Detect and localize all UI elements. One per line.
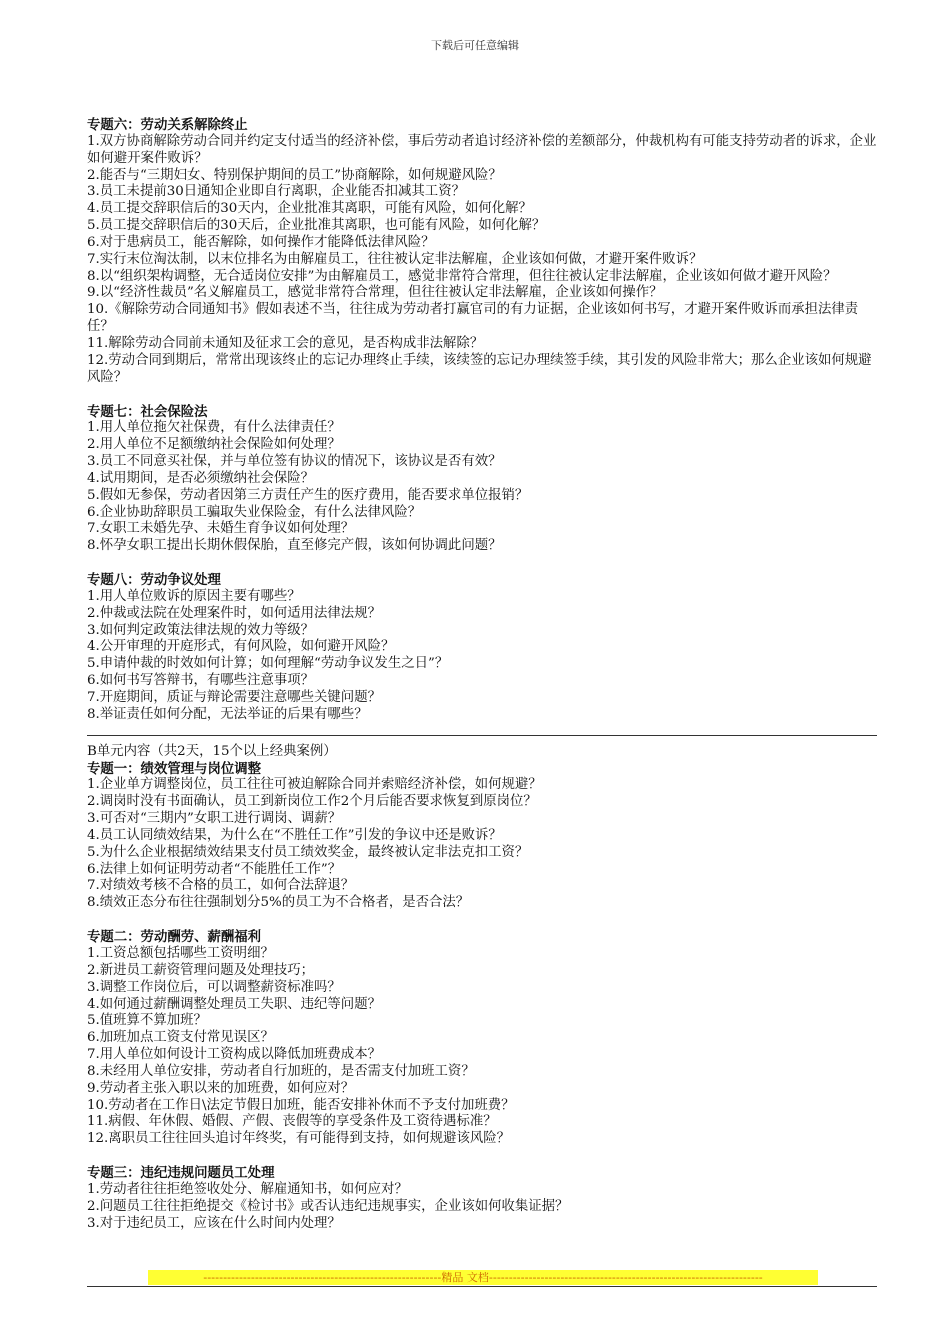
list-item: 1.劳动者往往拒绝签收处分、解雇通知书，如何应对？ bbox=[87, 1181, 408, 1197]
list-item: 4.试用期间，是否必须缴纳社会保险？ bbox=[87, 470, 315, 486]
list-item: 9.劳动者主张入职以来的加班费，如何应对？ bbox=[87, 1080, 355, 1096]
section-title: 专题七：社会保险法 bbox=[87, 403, 208, 420]
section-7 bbox=[87, 404, 877, 556]
list-item: 3.员工未提前30日通知企业即自行离职，企业能否扣减其工资？ bbox=[87, 184, 465, 200]
unit-b-section-2 bbox=[87, 929, 877, 1148]
section-title: 专题八：劳动争议处理 bbox=[87, 572, 221, 589]
spacer bbox=[87, 1148, 877, 1165]
page-header: 下载后可任意编辑 bbox=[431, 39, 519, 52]
list-item: 7.开庭期间，质证与辩论需要注意哪些关键问题？ bbox=[87, 690, 381, 705]
list-item: 11.解除劳动合同前未通知及征求工会的意见，是否构成非法解除？ bbox=[87, 335, 484, 351]
section-title: 专题二：劳动酬劳、薪酬福利 bbox=[87, 929, 262, 946]
list-item: 6.加班加点工资支付常见误区？ bbox=[87, 1030, 274, 1046]
spacer bbox=[87, 555, 877, 572]
list-item: 12.劳动合同到期后，常常出现该终止的忘记办理终止手续，该续签的忘记办理续签手续，其引发的风险非常大；那么企业该如何规避风险？ bbox=[87, 352, 872, 385]
unit-b-section-3 bbox=[87, 1165, 877, 1232]
list-item: 8.绩效正态分布往往强制划分5%的员工为不合格者，是否合法？ bbox=[87, 895, 470, 911]
section-6 bbox=[87, 117, 877, 387]
section-divider bbox=[87, 735, 877, 736]
list-item: 5.为什么企业根据绩效结果支付员工绩效奖金，最终被认定非法克扣工资？ bbox=[87, 844, 529, 860]
list-item: 2.问题员工往往拒绝提交《检讨书》或否认违纪违规事实，企业该如何收集证据？ bbox=[87, 1198, 569, 1214]
list-item: 7.女职工未婚先孕、未婚生育争议如何处理？ bbox=[87, 521, 355, 537]
list-item: 5.申请仲裁的时效如何计算；如何理解“劳动争议发生之日”？ bbox=[87, 656, 449, 672]
list-item: 6.企业协助辞职员工骗取失业保险金，有什么法律风险？ bbox=[87, 504, 422, 520]
unit-b bbox=[87, 744, 877, 1233]
list-item: 1.企业单方调整岗位，员工往往可被迫解除合同并索赔经济补偿，如何规避？ bbox=[87, 777, 542, 793]
unit-heading: B单元内容（共2天，15个以上经典案例） bbox=[87, 743, 337, 759]
list-item: 6.如何书写答辩书，有哪些注意事项？ bbox=[87, 673, 315, 689]
section-8 bbox=[87, 572, 877, 724]
list-item: 6.对于患病员工，能否解除，如何操作才能降低法律风险？ bbox=[87, 234, 435, 250]
list-item: 8.举证责任如何分配，无法举证的后果有哪些？ bbox=[87, 706, 368, 722]
list-item: 8.未经用人单位安排，劳动者自行加班的，是否需支付加班工资？ bbox=[87, 1063, 475, 1079]
list-item: 1.用人单位拖欠社保费，有什么法律责任？ bbox=[87, 420, 341, 436]
list-item: 2.能否与“三期妇女、特别保护期间的员工”协商解除，如何规避风险？ bbox=[87, 167, 502, 183]
list-item: 7.实行末位淘汰制，以末位排名为由解雇员工，往往被认定非法解雇，企业该如何做，才避开案件败诉？ bbox=[87, 251, 703, 267]
list-item: 4.员工认同绩效结果，为什么在“不胜任工作”引发的争议中还是败诉？ bbox=[87, 827, 502, 843]
list-item: 9.以“经济性裁员”名义解雇员工，感觉非常符合常理，但往往被认定非法解雇，企业该如何操作？ bbox=[87, 285, 663, 301]
list-item: 12.离职员工往往回头追讨年终奖，有可能得到支持，如何规避该风险？ bbox=[87, 1131, 511, 1147]
list-item: 7.对绩效考核不合格的员工，如何合法辞退？ bbox=[87, 878, 355, 894]
list-item: 2.调岗时没有书面确认，员工到新岗位工作2个月后能否要求恢复到原岗位？ bbox=[87, 794, 537, 810]
document-body bbox=[87, 117, 877, 1232]
section-title: 专题六：劳动关系解除终止 bbox=[87, 117, 248, 133]
list-item: 3.对于违纪员工，应该在什么时间内处理？ bbox=[87, 1215, 341, 1231]
list-item: 3.员工不同意买社保，并与单位签有协议的情况下，该协议是否有效？ bbox=[87, 454, 502, 470]
list-item: 5.假如无参保，劳动者因第三方责任产生的医疗费用，能否要求单位报销？ bbox=[87, 487, 529, 503]
list-item: 4.公开审理的开庭形式，有何风险，如何避开风险？ bbox=[87, 639, 395, 655]
list-item: 2.仲裁或法院在处理案件时，如何适用法律法规？ bbox=[87, 605, 381, 621]
spacer bbox=[87, 912, 877, 929]
list-item: 7.用人单位如何设计工资构成以降低加班费成本？ bbox=[87, 1047, 381, 1063]
list-item: 2.新进员工薪资管理问题及处理技巧； bbox=[87, 962, 315, 978]
list-item: 10.劳动者在工作日\法定节假日加班，能否安排补休而不予支付加班费？ bbox=[87, 1097, 515, 1113]
list-item: 8.以“组织架构调整，无合适岗位安排”为由解雇员工，感觉非常符合常理，但往往被认定非法解雇，企业该如何做才避开风险？ bbox=[87, 268, 837, 284]
section-title: 专题三：违纪违规问题员工处理 bbox=[87, 1165, 275, 1182]
unit-b-section-1 bbox=[87, 761, 877, 913]
list-item: 11.病假、年休假、婚假、产假、丧假等的享受条件及工资待遇标准？ bbox=[87, 1114, 497, 1130]
list-item: 6.法律上如何证明劳动者“不能胜任工作”？ bbox=[87, 861, 342, 877]
list-item: 5.值班算不算加班？ bbox=[87, 1013, 207, 1029]
footer-banner: ------------------------------------------------------------精品 文档--------------------------------------------------------------------- bbox=[148, 1270, 818, 1285]
list-item: 4.员工提交辞职信后的30天内，企业批准其离职，可能有风险，如何化解？ bbox=[87, 201, 532, 217]
section-title: 专题一：绩效管理与岗位调整 bbox=[87, 760, 262, 777]
list-item: 2.用人单位不足额缴纳社会保险如何处理？ bbox=[87, 437, 341, 453]
list-item: 3.如何判定政策法律法规的效力等级？ bbox=[87, 622, 315, 638]
list-item: 4.如何通过薪酬调整处理员工失职、违纪等问题？ bbox=[87, 996, 381, 1012]
spacer bbox=[87, 387, 877, 404]
footer-divider bbox=[87, 1286, 877, 1287]
list-item: 1.用人单位败诉的原因主要有哪些？ bbox=[87, 588, 301, 604]
list-item: 1.工资总额包括哪些工资明细？ bbox=[87, 945, 274, 961]
list-item: 3.可否对“三期内”女职工进行调岗、调薪？ bbox=[87, 811, 342, 827]
list-item: 10.《解除劳动合同通知书》假如表述不当，往往成为劳动者打赢官司的有力证据，企业该如何书写，才避开案件败诉而承担法律责任？ bbox=[87, 302, 859, 335]
list-item: 8.怀孕女职工提出长期休假保胎，直至修完产假，该如何协调此问题？ bbox=[87, 538, 502, 554]
list-item: 1.双方协商解除劳动合同并约定支付适当的经济补偿，事后劳动者追讨经济补偿的差额部分，仲裁机构有可能支持劳动者的诉求，企业如何避开案件败诉？ bbox=[87, 133, 877, 166]
list-item: 3.调整工作岗位后，可以调整薪资标准吗？ bbox=[87, 979, 341, 995]
list-item: 5.员工提交辞职信后的30天后，企业批准其离职，也可能有风险，如何化解？ bbox=[87, 218, 546, 234]
